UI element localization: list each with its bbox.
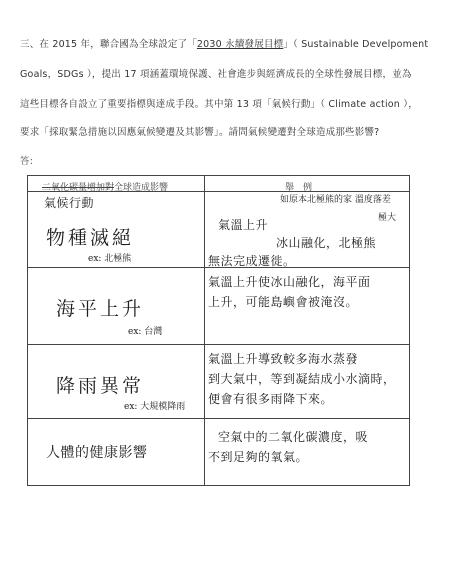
header-left-struck: 二氧化碳量增加對	[42, 183, 115, 193]
impact-1: 物種滅絕	[46, 227, 135, 249]
question-line-2: Goals，SDGs ），提出 17 項涵蓋環境保護、社會進步與經濟成長的全球性發展目標，並為	[20, 69, 412, 80]
header-left	[42, 180, 168, 193]
impact-2: 海平上升	[56, 298, 145, 320]
question-line-1-suffix: 」（ Sustainable Develpoment	[283, 39, 429, 50]
answer-label: 答:	[20, 156, 34, 167]
question-line-3: 這些目標各自設立了重要指標與達成手段。其中第 13 項「氣候行動」（ Climate action ），	[20, 99, 418, 110]
impact-2-example: ex: 台灣	[128, 327, 163, 337]
example-4-line-1: 空氣中的二氧化碳濃度，吸	[218, 430, 369, 444]
header-right: 舉 例	[285, 183, 313, 193]
question-line-4: 要求「採取緊急措施以因應氣候變遷及其影響」。請問氣候變遷對全球造成那些影響?	[20, 127, 380, 138]
answer-table	[27, 175, 410, 486]
example-3-line-3: 便會有很多雨降下來。	[208, 392, 334, 406]
example-1-line-2: 冰山融化，北極熊	[276, 236, 377, 250]
example-3-line-1: 氣溫上升導致較多海水蒸發	[208, 352, 359, 366]
header-left-handwritten: 氣候行動	[44, 196, 95, 210]
header-right-note-2: 極大	[378, 213, 397, 223]
question-line-1-prefix: 三、在 2015 年，聯合國為全球設定了「	[20, 39, 197, 50]
row-divider-2	[28, 344, 409, 345]
impact-4: 人體的健康影響	[46, 445, 148, 461]
example-2-line-2: 上升，可能島嶼會被淹沒。	[208, 295, 359, 309]
header-right-note: 如原本北極熊的家 溫度落差	[280, 195, 391, 205]
column-divider	[204, 176, 205, 485]
impact-3-example: ex: 大規模降雨	[124, 402, 186, 412]
impact-3: 降雨異常	[56, 375, 145, 397]
example-2-line-1: 氣溫上升使冰山融化，海平面	[208, 275, 371, 289]
row-divider-3	[28, 418, 409, 419]
impact-1-example: ex: 北極熊	[88, 254, 132, 264]
sdg-highlight: 2030 永續發展目標	[196, 39, 284, 50]
example-4-line-2: 不到足夠的氧氣。	[208, 450, 309, 464]
header-left-text: 全球造成影響	[114, 183, 169, 193]
example-3-line-2: 到大氣中，等到凝結成小水滴時，	[208, 372, 396, 386]
example-1-line-1: 氣溫上升	[218, 218, 269, 232]
question-line-1	[20, 36, 428, 50]
example-1-line-3: 無法完成遷徙。	[208, 254, 296, 268]
